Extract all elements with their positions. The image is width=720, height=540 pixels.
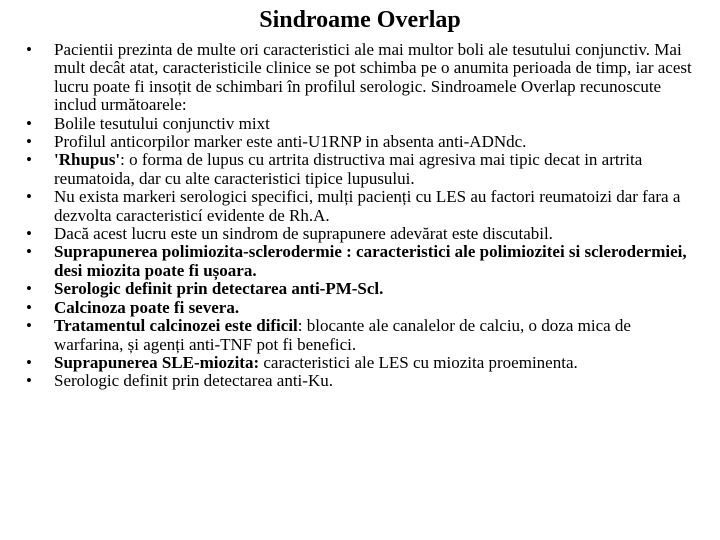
bullet-text-bold: Suprapunerea SLE-miozita:	[54, 352, 260, 372]
bullet-text: Nu exista markeri serologici specifici, mulți pacienți cu LES au factori reumatoizi dar fara a dezvolta caracteristicí evidente de Rh.A.	[54, 187, 681, 225]
bullet-dot-icon: •	[26, 40, 32, 59]
bullet-dot-icon: •	[26, 316, 32, 336]
bullet-text-bold: Tratamentul calcinozei este dificil	[54, 316, 298, 336]
bullet-dot-icon: •	[26, 224, 32, 244]
bullet-text: Serologic definit prin detectarea anti-Ku.	[54, 371, 333, 391]
bullet-dot-icon: •	[26, 150, 32, 170]
bullet-text-bold: 'Rhupus'	[54, 150, 121, 170]
bullet-item	[24, 133, 704, 151]
bullet-text: caracteristici ale LES cu miozita proeminenta.	[259, 352, 578, 372]
bullet-item	[24, 372, 704, 390]
bullet-item	[24, 225, 704, 243]
bullet-item	[24, 41, 704, 115]
bullet-text: Dacă acest lucru este un sindrom de suprapunere adevărat este discutabil.	[54, 224, 553, 244]
bullet-dot-icon: •	[26, 187, 32, 207]
bullet-item	[24, 317, 704, 354]
bullet-item	[24, 243, 704, 280]
bullet-item	[24, 115, 704, 133]
bullet-item	[24, 299, 704, 317]
bullet-text: : o forma de lupus cu artrita distructiva mai agresiva mai tipic decat in artrita reumatoida, dar cu alte caracteristici tipice lupusului.	[54, 150, 643, 188]
bullet-text: : blocante ale canalelor de calciu, o doza mica de warfarina, și agenți anti-TNF pot fi benefici.	[54, 316, 631, 354]
bullet-item	[24, 188, 704, 225]
bullet-dot-icon: •	[26, 371, 32, 391]
slide-title: Sindroame Overlap	[259, 7, 461, 33]
bullet-dot-icon: •	[26, 297, 32, 317]
bullet-item	[24, 280, 704, 298]
bullet-list	[24, 41, 704, 391]
bullet-text-bold: Suprapunerea polimiozita-sclerodermie : caracteristici ale polimiozitei si sclerodermiei, desi miozita poate fi ușoara.	[54, 242, 687, 280]
bullet-dot-icon: •	[26, 352, 32, 372]
bullet-text-bold: Serologic definit prin detectarea anti-PM-Scl.	[54, 279, 384, 299]
bullet-dot-icon: •	[26, 279, 32, 299]
bullet-text: Pacientii prezinta de multe ori caracteristici ale mai multor boli ale tesutului conjunctiv. Mai mult decât atat, caracteristicile clinice se pot schimba pe o anumita perioada de timp, iar acest lucru poate fi insoțit de schimbari în profilul serologic. Sindroamele Overlap recunoscute includ următoarele:	[54, 40, 692, 115]
bullet-text-bold: Calcinoza poate fi severa.	[54, 297, 240, 317]
bullet-dot-icon: •	[26, 113, 32, 133]
bullet-text: Bolile tesutului conjunctiv mixt	[54, 113, 270, 133]
bullet-item	[24, 354, 704, 372]
bullet-dot-icon: •	[26, 242, 32, 262]
bullet-item	[24, 151, 704, 188]
bullet-text: Profilul anticorpilor marker este anti-U1RNP in absenta anti-ADNdc.	[54, 132, 527, 152]
bullet-dot-icon: •	[26, 132, 32, 152]
